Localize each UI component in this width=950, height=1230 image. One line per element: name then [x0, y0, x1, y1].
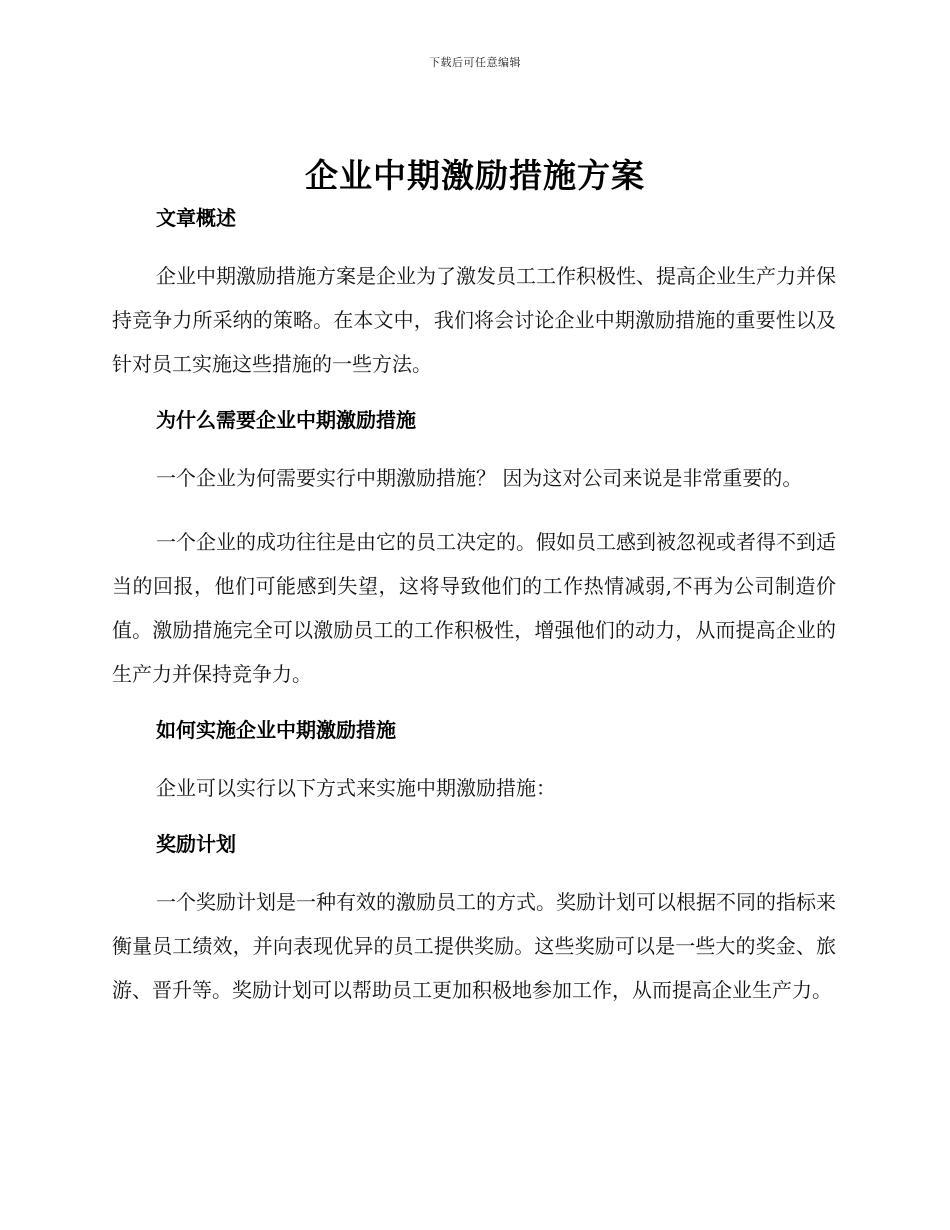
document-body	[112, 200, 836, 1012]
paragraph: 企业可以实行以下方式来实施中期激励措施：	[156, 776, 556, 800]
section-heading-reward-plan: 奖励计划	[156, 832, 236, 856]
section-heading-why: 为什么需要企业中期激励措施	[156, 408, 416, 432]
paragraph: 一个奖励计划是一种有效的激励员工的方式。奖励计划可以根据不同的指标来衡量员工绩效，并向表现优异的员工提供奖励。这些奖励可以是一些大的奖金、旅游、晋升等。奖励计划可以帮助员工更加积极地参加工作，从而提高企业生产力。	[112, 890, 836, 1002]
section-heading-overview: 文章概述	[156, 206, 236, 230]
paragraph: 企业中期激励措施方案是企业为了激发员工工作积极性、提高企业生产力并保持竞争力所采纳的策略。在本文中，我们将会讨论企业中期激励措施的重要性以及针对员工实施这些措施的一些方法。	[112, 264, 836, 376]
section-heading-how: 如何实施企业中期激励措施	[156, 718, 396, 742]
paragraph: 一个企业为何需要实行中期激励措施？ 因为这对公司来说是非常重要的。	[156, 466, 803, 490]
document-title: 企业中期激励措施方案	[305, 156, 645, 195]
header-note: 下载后可任意编辑	[429, 56, 521, 69]
paragraph: 一个企业的成功往往是由它的员工决定的。假如员工感到被忽视或者得不到适当的回报，他们可能感到失望，这将导致他们的工作热情减弱,不再为公司制造价值。激励措施完全可以激励员工的工作积极性，增强他们的动力，从而提高企业的生产力并保持竞争力。	[112, 530, 836, 686]
